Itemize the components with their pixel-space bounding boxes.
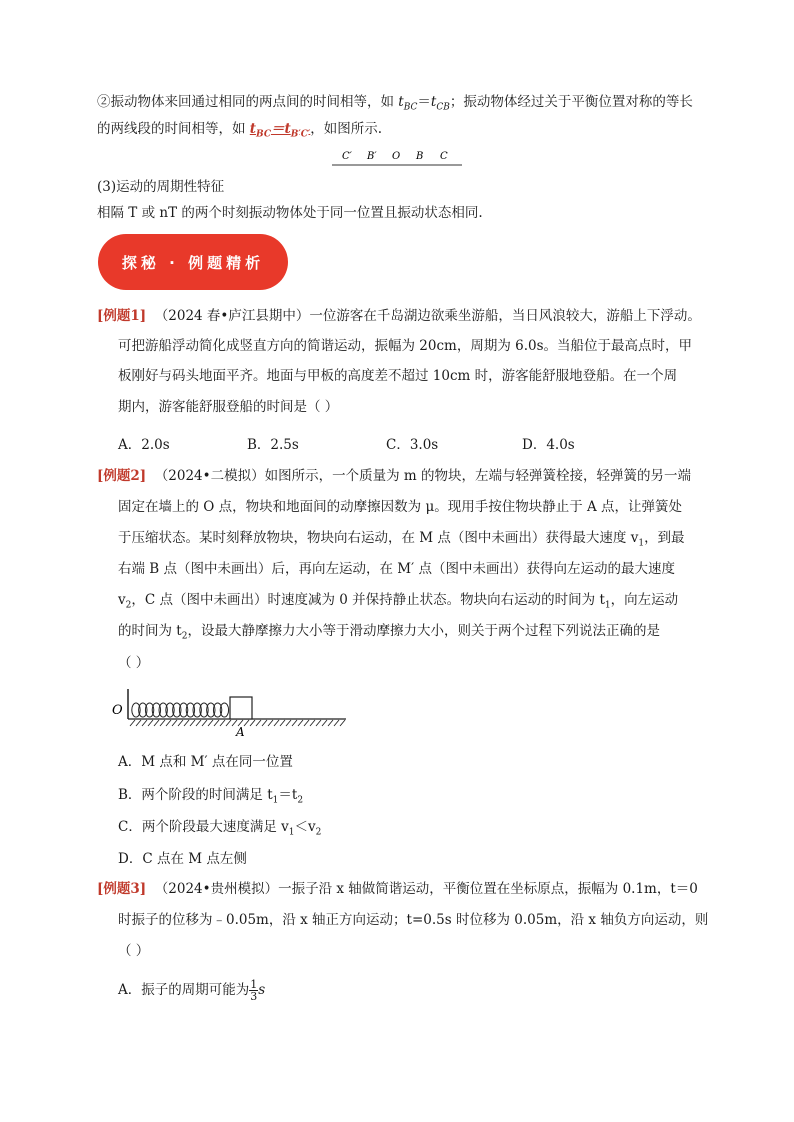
fraction: $\frac{1}{3}$ <box>250 978 258 1003</box>
hatch-mark <box>148 720 153 726</box>
q1-option-c: C．3.0s <box>386 437 439 453</box>
intro-line-1: ②振动物体来回通过相同的两点间的时间相等，如 $t_{BC}=t_{CB}$；振动物体经过关于平衡位置对称的等长 <box>97 94 693 113</box>
hatch-mark <box>250 720 255 726</box>
q2-line-2: 固定在墙上的 O 点，物块和地面间的动摩擦因数为 μ。现用手按住物块静止于 A 点，让弹簧处 <box>118 499 683 515</box>
hatch-mark <box>142 720 147 726</box>
symmetry-axis-figure <box>330 145 466 171</box>
q3-line-2: 时振子的位移为﹣0.05m，沿 x 轴正方向运动；t=0.5s 时位移为 0.05m，沿 x 轴负方向运动，则 <box>118 912 709 928</box>
q2-line-5: $v_2$，C 点（图中未画出）时速度减为 0 并保持静止状态。物块向右运动的时间为 $t_1$，向左运动 <box>118 592 679 611</box>
q3-line-1: [例题3] （2024•贵州模拟）一振子沿 x 轴做简谐运动，平衡位置在坐标原点，振幅为 0.1m，t＝0 <box>97 881 698 897</box>
q1-line-1: [例题1] （2024 春•庐江县期中）一位游客在千岛湖边欲乘坐游船，当日风浪较大，游船上下浮动。 <box>97 308 701 324</box>
heading-periodicity: (3)运动的周期性特征 <box>97 179 225 195</box>
q1-option-d: D．4.0s <box>522 437 575 453</box>
hatch-mark <box>154 720 159 726</box>
hatch-mark <box>274 720 279 726</box>
axis-label-b: B <box>416 151 424 162</box>
q3-option-a: A．振子的周期可能为 $\frac{1}{3}$ s <box>118 978 266 1003</box>
hatch-mark <box>334 720 339 726</box>
hatch-mark <box>316 720 321 726</box>
hatch-mark <box>304 720 309 726</box>
hatch-mark <box>280 720 285 726</box>
hatch-mark <box>160 720 165 726</box>
intro-line-3: 相隔 T 或 nT 的两个时刻振动物体处于同一位置且振动状态相同. <box>97 205 483 221</box>
q2-line-3: 于压缩状态。某时刻释放物块，物块向右运动，在 M 点（图中未画出）获得最大速度 $v_1$，到最 <box>118 530 685 549</box>
point-a-label: A <box>236 725 245 739</box>
q2-option-b: B．两个阶段的时间满足 $t_1=t_2$ <box>118 787 304 806</box>
q2-tag: [例题2] <box>97 468 147 484</box>
hatch-mark <box>226 720 231 726</box>
hatch-mark <box>268 720 273 726</box>
hatch-mark <box>322 720 327 726</box>
q1-line-2: 可把游船浮动简化成竖直方向的简谐运动，振幅为 20cm，周期为 6.0s。当船位于最高点时，甲 <box>118 338 693 354</box>
hatch-mark <box>130 720 135 726</box>
spring <box>132 703 229 717</box>
q3-tag: [例题3] <box>97 881 147 897</box>
block <box>230 697 252 719</box>
hatch-mark <box>328 720 333 726</box>
hatch-mark <box>220 720 225 726</box>
q1-line-4: 期内，游客能舒服登船的时间是（ ） <box>118 399 339 415</box>
hatch-mark <box>262 720 267 726</box>
hatch-mark <box>292 720 297 726</box>
hatch-mark <box>208 720 213 726</box>
q2-line-6: 的时间为 $t_2$，设最大静摩擦力大小等于滑动摩擦力大小，则关于两个过程下列说法正确的是 <box>118 623 660 642</box>
q1-tag: [例题1] <box>97 308 147 324</box>
point-o-label: O <box>112 703 123 718</box>
hatch-mark <box>172 720 177 726</box>
intro-line-2: 的两线段的时间相等，如 $t_{BC}=t_{B'C'}$，如图所示. <box>97 121 383 140</box>
hatch-mark <box>202 720 207 726</box>
hatch-mark <box>256 720 261 726</box>
axis-label-c-prime: C′ <box>342 151 352 162</box>
section-banner: 探秘 · 例题精析 <box>98 234 288 290</box>
hatch-mark <box>340 720 345 726</box>
spring-block-figure <box>108 683 354 739</box>
axis-label-b-prime: B′ <box>367 151 377 162</box>
q2-line-1: [例题2] （2024•二模拟）如图所示，一个质量为 m 的物块，左端与轻弹簧栓接，轻弹簧的另一端 <box>97 468 691 484</box>
hatch-mark <box>286 720 291 726</box>
axis-label-o: O <box>392 151 401 162</box>
hatch-mark <box>214 720 219 726</box>
q2-line-4: 右端 B 点（图中未画出）后，再向左运动，在 M′ 点（图中未画出）获得向左运动的最大速度 <box>118 561 675 577</box>
q2-option-d: D．C 点在 M 点左侧 <box>118 851 247 867</box>
q1-line-3: 板刚好与码头地面平齐。地面与甲板的高度差不超过 10cm 时，游客能舒服地登船。在一个周 <box>118 368 678 384</box>
hatch-mark <box>298 720 303 726</box>
hatch-mark <box>184 720 189 726</box>
hatch-mark <box>166 720 171 726</box>
q2-line-7: （ ） <box>118 655 150 671</box>
hatch-mark <box>190 720 195 726</box>
q1-option-a: A．2.0s <box>118 437 170 453</box>
hatch-mark <box>196 720 201 726</box>
q2-option-a: A．M 点和 M′ 点在同一位置 <box>118 754 293 770</box>
hatch-mark <box>178 720 183 726</box>
q2-option-c: C．两个阶段最大速度满足 $v_1<v_2$ <box>118 819 322 838</box>
q3-line-3: （ ） <box>118 943 150 959</box>
q1-option-b: B．2.5s <box>247 437 299 453</box>
axis-label-c: C <box>440 151 448 162</box>
hatch-mark <box>244 720 249 726</box>
hatch-mark <box>310 720 315 726</box>
hatch-mark <box>136 720 141 726</box>
